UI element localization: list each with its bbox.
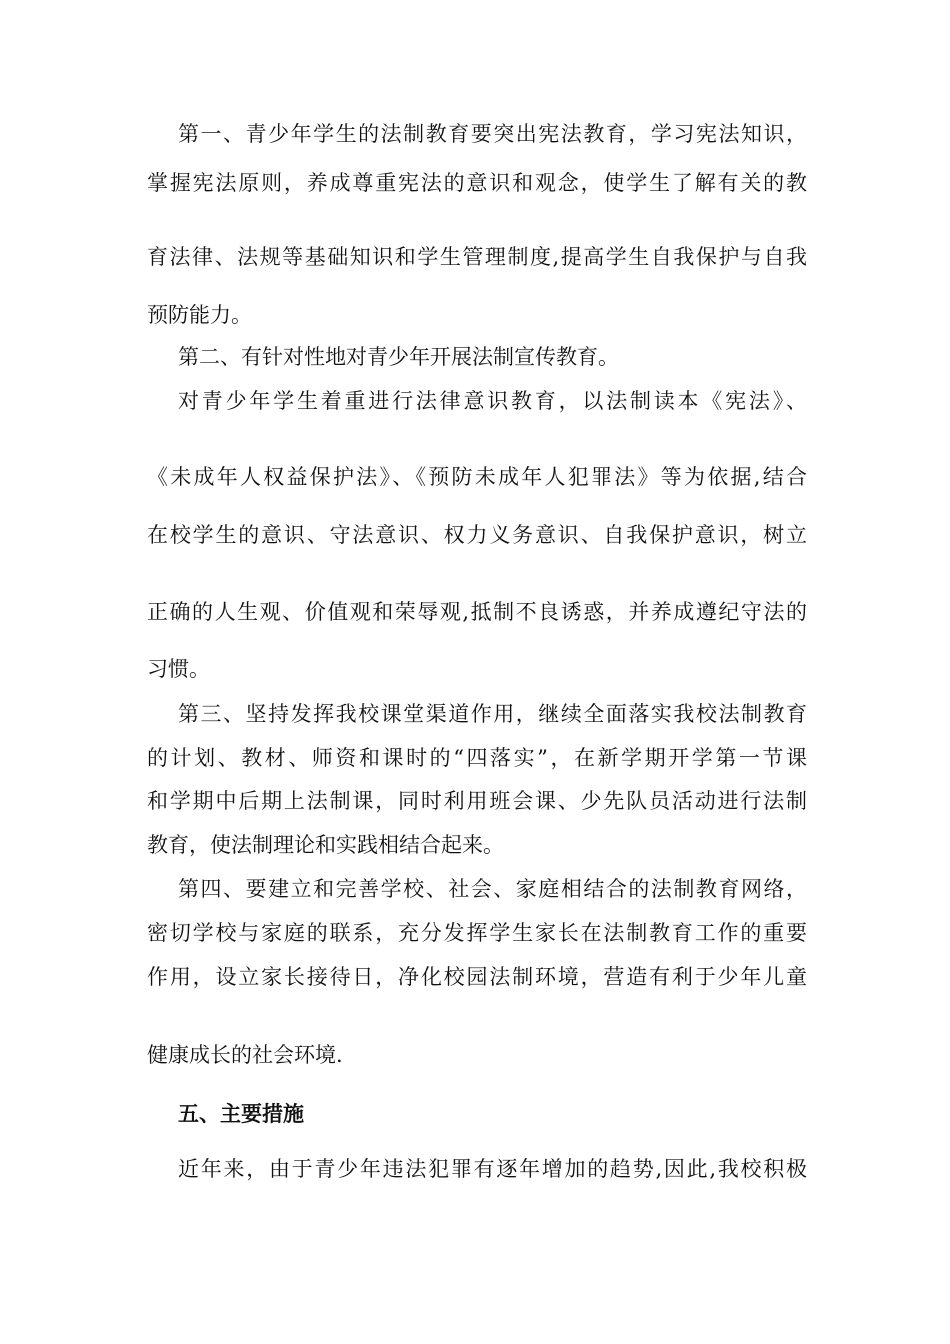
paragraph-line-12: 的计划、教材、师资和课时的“四落实”，在新学期开学第一节课 xyxy=(147,746,807,770)
paragraph-line-9: 正确的人生观、价值观和荣辱观,抵制不良诱惑，并养成遵纪守法的 xyxy=(147,600,807,624)
paragraph-line-20: 近年来，由于青少年违法犯罪有逐年增加的趋势,因此,我校积极 xyxy=(178,1157,807,1181)
section-heading: 五、主要措施 xyxy=(178,1101,304,1126)
paragraph-line-13: 和学期中后期上法制课，同时利用班会课、少先队员活动进行法制 xyxy=(147,789,807,813)
paragraph-line-11: 第三、坚持发挥我校课堂渠道作用，继续全面落实我校法制教育 xyxy=(178,702,807,726)
paragraph-line-7: 《未成年人权益保护法》、《预防未成年人犯罪法》等为依据,结合 xyxy=(147,465,807,489)
paragraph-line-8: 在校学生的意识、守法意识、权力义务意识、自我保护意识，树立 xyxy=(147,523,807,547)
paragraph-line-10: 习惯。 xyxy=(147,657,210,681)
paragraph-line-18: 健康成长的社会环境. xyxy=(147,1043,343,1067)
paragraph-line-2: 掌握宪法原则，养成尊重宪法的意识和观念，使学生了解有关的教 xyxy=(147,171,807,195)
paragraph-line-17: 作用，设立家长接待日，净化校园法制环境，营造有利于少年儿童 xyxy=(147,965,807,989)
paragraph-line-5: 第二、有针对性地对青少年开展法制宣传教育。 xyxy=(178,345,619,369)
paragraph-line-3: 育法律、法规等基础知识和学生管理制度,提高学生自我保护与自我 xyxy=(147,245,807,269)
paragraph-line-16: 密切学校与家庭的联系，充分发挥学生家长在法制教育工作的重要 xyxy=(147,921,807,945)
paragraph-line-1: 第一、青少年学生的法制教育要突出宪法教育，学习宪法知识， xyxy=(178,122,807,146)
paragraph-line-6: 对青少年学生着重进行法律意识教育，以法制读本《宪法》、 xyxy=(178,389,807,413)
paragraph-line-15: 第四、要建立和完善学校、社会、家庭相结合的法制教育网络， xyxy=(178,877,807,901)
paragraph-line-4: 预防能力。 xyxy=(147,303,252,327)
paragraph-line-14: 教育，使法制理论和实践相结合起来。 xyxy=(147,833,504,857)
